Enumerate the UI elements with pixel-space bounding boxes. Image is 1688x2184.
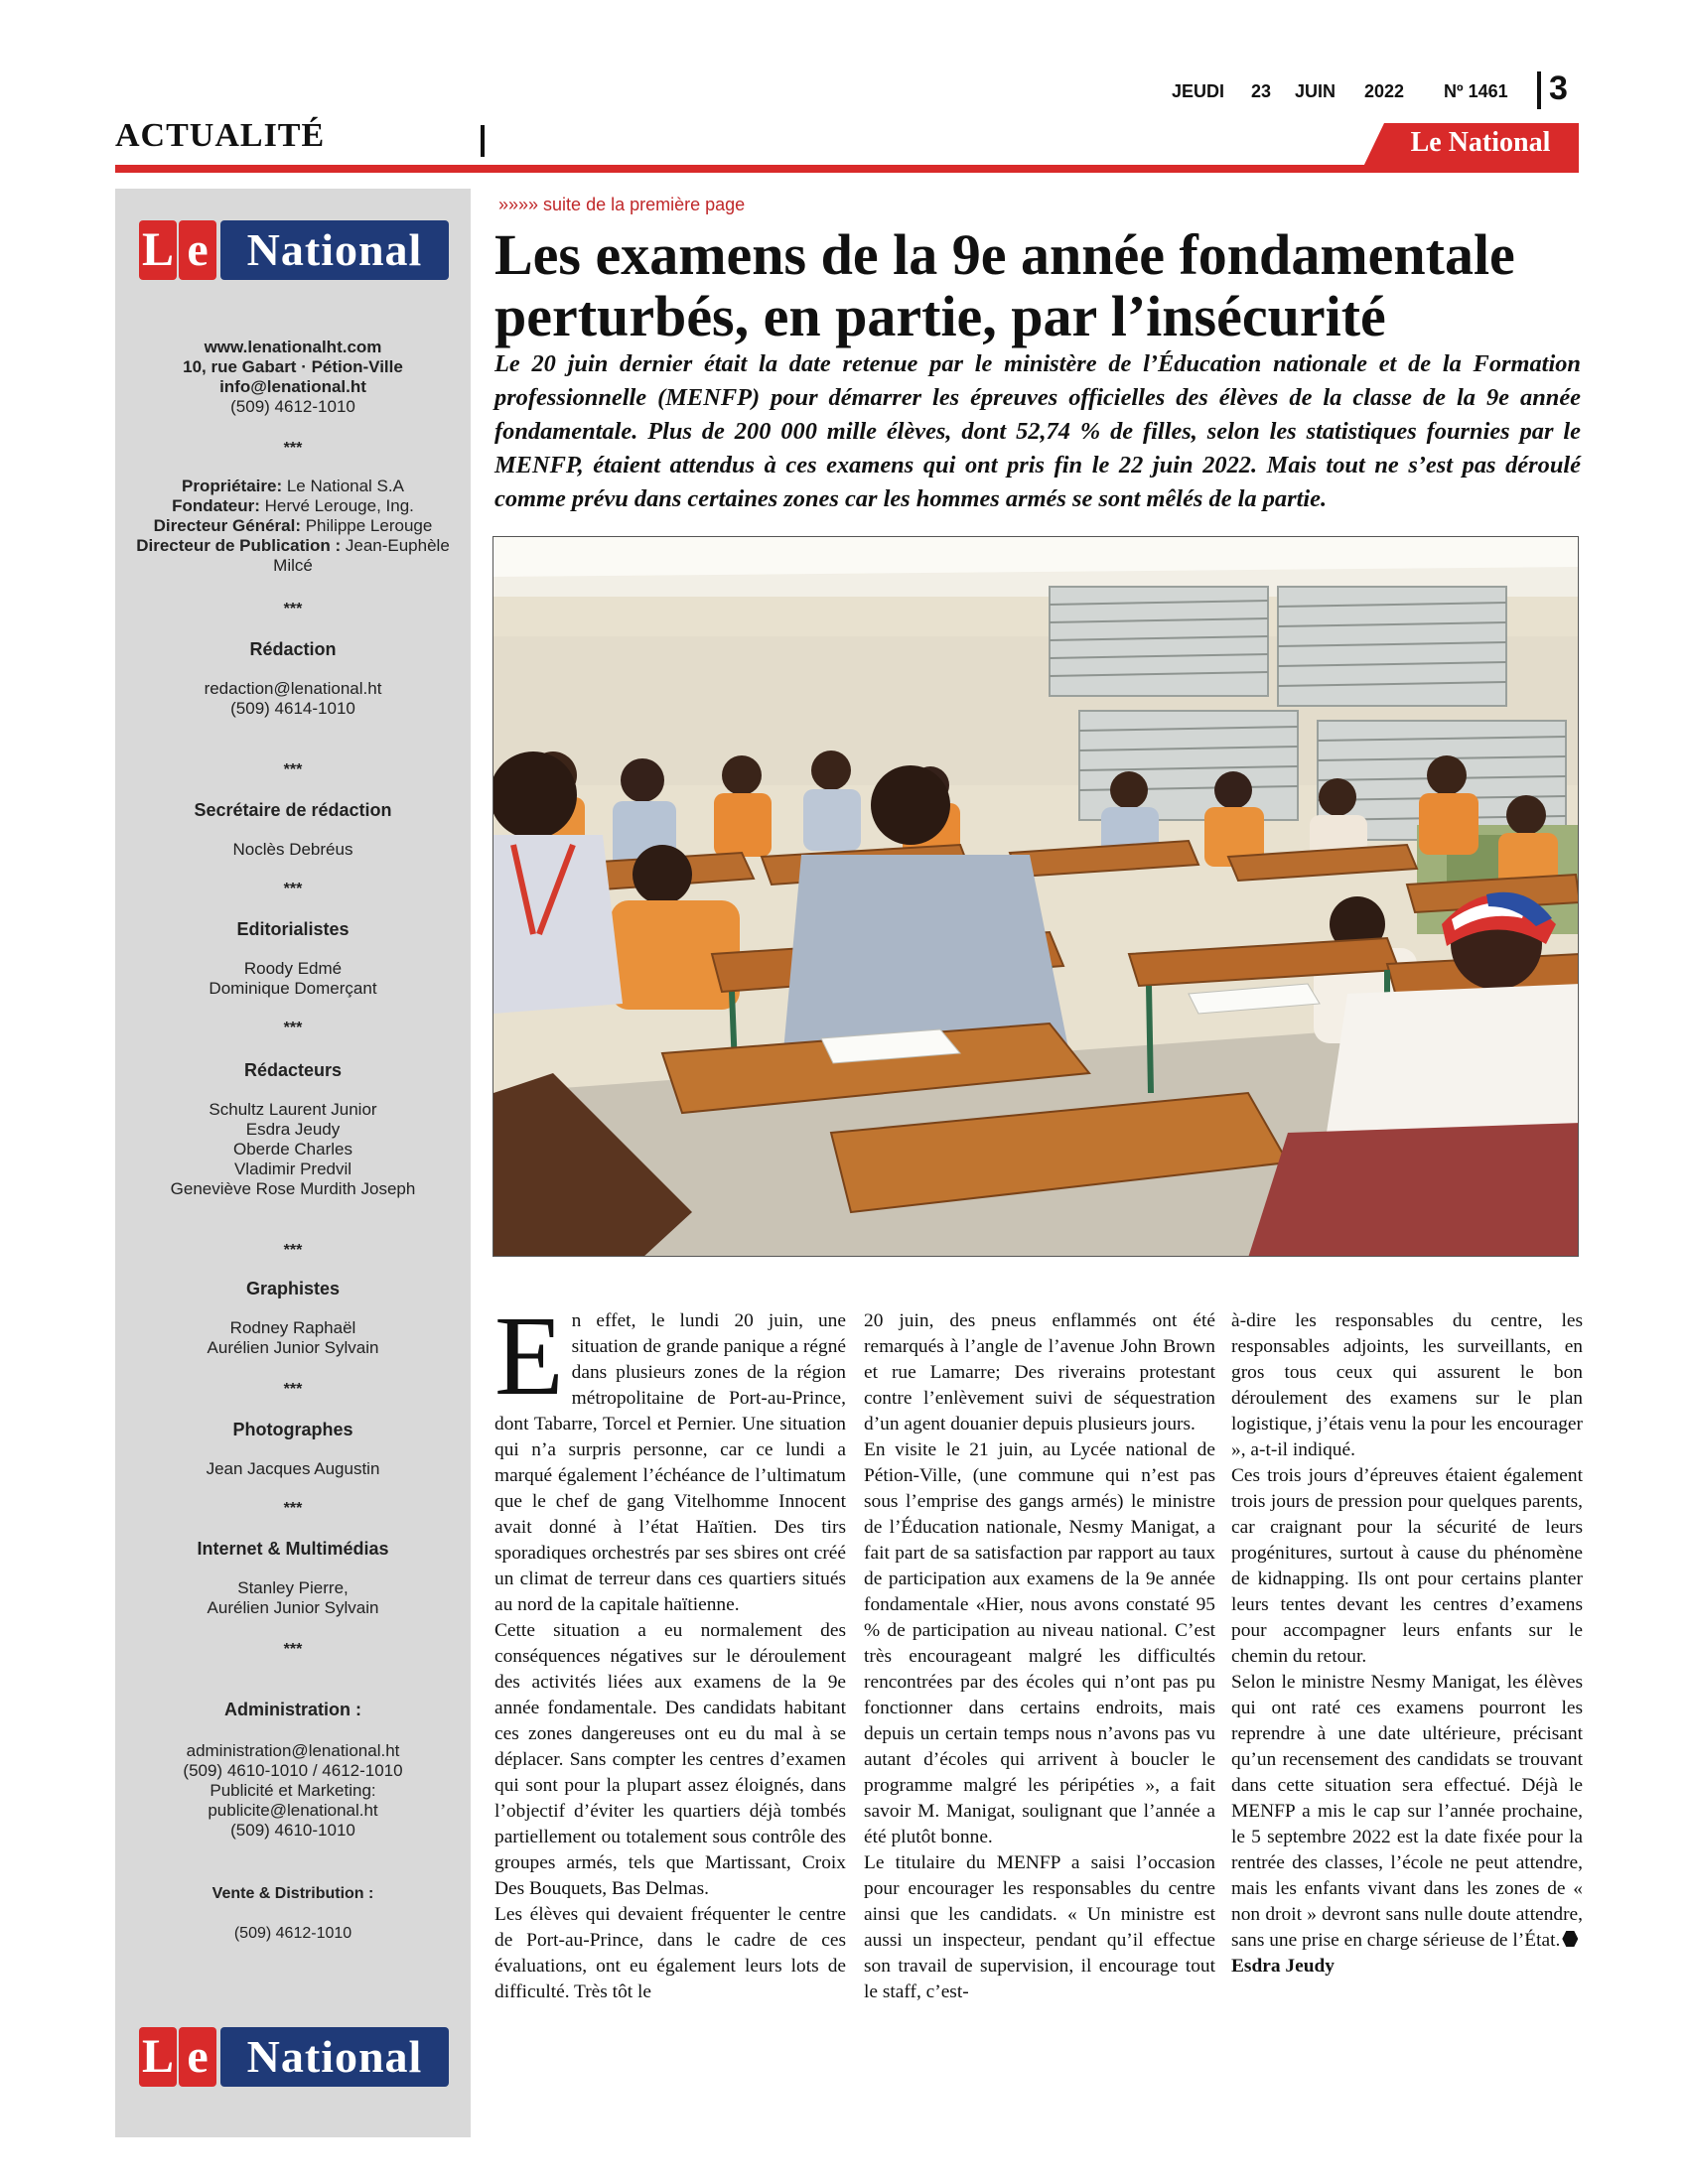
redacteur-name: Oberde Charles (232, 1140, 352, 1159)
separator-stars: *** (283, 1641, 303, 1658)
article-headline: Les examens de la 9e année fondamentale perturbés, en partie, par l’insécurité (494, 222, 1515, 348)
publicite-email[interactable]: publicite@lenational.ht (208, 1801, 378, 1820)
secretaire-title: Secrétaire de rédaction (194, 800, 392, 820)
article-lead: Le 20 juin dernier était la date retenue par le ministère de l’Éducation nationale et de la Formation professionnelle (MENFP) pour démarrer les épreuves officielles des élèves de la classe de la 9e année fondamentale. Plus de 200 000 mille élèves, dont 52,74 % de filles, selon les statistiques fournies par le MENFP, étaient attendus à ces examens qui ont pris fin le 22 juin 2022. Mais tout ne s’est pas déroulé comme prévu dans certaines zones car les hommes armés se sont mêlés de la partie. (494, 350, 1581, 512)
staff-fondateur (115, 496, 471, 516)
staff-value: Jean-Euphèle Milcé (273, 536, 450, 575)
logo-top (139, 220, 449, 280)
logo-letter-e: e (179, 2027, 216, 2087)
publicite-phone: (509) 4610-1010 (230, 1821, 355, 1840)
masthead-sidebar (115, 189, 471, 2137)
staff-label: Propriétaire: (182, 477, 283, 495)
separator-stars: *** (283, 440, 303, 457)
issue-date-number: 23 (1251, 81, 1272, 101)
staff-directeur-publication (115, 536, 471, 576)
article-paragraph: Ces trois jours d’épreuves étaient également trois jours de pression pour quelques parents, car craignant pour la sécurité de leurs progénitures, surtout à cause du phénomène de kidnapping. Ils ont pour certains planter leurs tentes devant les centres d’examens pour accompagner leurs enfants sur le chemin du retour. (1231, 1465, 1583, 1667)
editorialiste-name: Roody Edmé (243, 959, 343, 978)
administration-title: Administration : (224, 1700, 361, 1719)
issue-meta (1172, 81, 1529, 107)
address-line: 10, rue Gabart · Pétion-Ville (183, 357, 403, 376)
end-mark-icon (1562, 1931, 1578, 1947)
redacteur-name: Vladimir Predvil (233, 1160, 352, 1178)
article-paragraph: 20 juin, des pneus enflammés ont été remarqués à l’angle de l’avenue John Brown et rue Lamarre; Des riverains protestant contre l’enlèvement suivi de séquestration d’un agent douanier depuis plusieurs jours. (864, 1310, 1215, 1434)
separator-stars: *** (283, 1500, 303, 1517)
staff-value: Hervé Lerouge, Ing. (259, 496, 414, 515)
secretaire-name: Noclès Debréus (232, 840, 353, 859)
article-paragraph (1231, 1670, 1583, 1954)
article-paragraph: Les élèves qui devaient fréquenter le centre de Port-au-Prince, dans le cadre de ces évaluations, ont eu également leurs lots de difficulté. Très tôt le (494, 1904, 846, 2002)
staff-value: Le National S.A (282, 477, 404, 495)
staff-label: Directeur de Publication : (136, 536, 342, 555)
separator-stars: *** (283, 881, 303, 897)
staff-proprietaire (115, 477, 471, 496)
drop-cap: E (494, 1293, 564, 1419)
article-paragraph (494, 1293, 846, 1618)
separator-stars: *** (283, 761, 303, 778)
internet-name: Stanley Pierre, (237, 1578, 349, 1597)
staff-value: Philippe Lerouge (301, 516, 433, 535)
paragraph-text: n effet, le lundi 20 juin, une situation de grande panique a régné dans plusieurs zones de la région métropolitaine de Port-au-Prince, dont Tabarre, Torcel et Pernier. Une situation qui n’a surpris personne, car ce lundi a marqué également l’échéance de l’ultimatum que le chef de gang Vitelhomme Innocent avait donné à l’état Haïtien. Des tirs sporadiques orchestrés par ses sbires ont créé un climat de terreur dans ces quartiers situés au nord de la capitale haïtienne. (494, 1310, 846, 1615)
vente-phone: (509) 4612-1010 (233, 1925, 352, 1942)
redacteurs-title: Rédacteurs (243, 1060, 343, 1080)
article-column-2 (864, 1308, 1215, 2005)
internet-title: Internet & Multimédias (197, 1539, 389, 1559)
graphistes-title: Graphistes (245, 1279, 341, 1298)
classroom-exam-photo (492, 536, 1579, 1257)
issue-month: JUIN (1295, 81, 1336, 101)
paragraph-text: Selon le ministre Nesmy Manigat, les élèves qui ont raté ces examens pourront les reprendre à une date ultérieure, précisant qu’un recensement des candidats se trouvant dans cette situation sera effectué. Déjà le MENFP a mis le cap sur l’année prochaine, le 5 septembre 2022 est la date fixée pour la rentrée des classes, l’école ne peut attendre, mais les enfants vivant dans les zones de « non droit » devront sans nulle doute attendre, sans une prise en charge sérieuse de l’État. (1231, 1672, 1583, 1951)
logo-letter-e: e (179, 220, 216, 280)
publicite-label: Publicité et Marketing: (210, 1781, 376, 1800)
logo-letter-l: L (139, 220, 177, 280)
separator-stars: *** (283, 601, 303, 617)
editorialistes-title: Editorialistes (236, 919, 350, 939)
redacteur-name: Schultz Laurent Junior (209, 1100, 377, 1119)
article-paragraph: à-dire les responsables du centre, les responsables adjoints, les surveillants, en gros tous ceux qui assurent le bon déroulement des examens sur le plan logistique, j’étais venu la pour les encourager », a-t-il indiqué. (1231, 1310, 1583, 1460)
redaction-title: Rédaction (249, 639, 337, 659)
logo-wordmark: National (220, 2027, 449, 2087)
staff-label: Directeur Général: (153, 516, 301, 535)
section-divider (481, 125, 485, 157)
internet-name: Aurélien Junior Sylvain (207, 1598, 379, 1617)
section-title: ACTUALITÉ (115, 117, 326, 154)
administration-email[interactable]: administration@lenational.ht (186, 1741, 400, 1760)
issue-year: 2022 (1364, 81, 1405, 101)
graphiste-name: Aurélien Junior Sylvain (207, 1338, 379, 1357)
vente-title: Vente & Distribution : (211, 1885, 374, 1902)
logo-letter-l: L (139, 2027, 177, 2087)
article-paragraph: Cette situation a eu normalement des conséquences négatives sur le déroulement des activités liées aux examens de la 9e année fondamentale. Des candidats habitant ces zones dangereuses ont eu du mal à se déplacer. Sans compter les centres d’examen qui sont pour la plupart assez éloignés, dans l’objectif d’éviter les quartiers déjà tombés partiellement ou totalement sous contrôle des groupes armés, tels que Martissant, Croix Des Bouquets, Bas Delmas. (494, 1620, 846, 1899)
redaction-email[interactable]: redaction@lenational.ht (204, 679, 382, 698)
issue-day: JEUDI (1172, 81, 1225, 101)
website-link[interactable]: www.lenationalht.com (204, 338, 382, 356)
article-column-1 (494, 1293, 846, 2005)
phone-main: (509) 4612-1010 (230, 397, 355, 416)
photographe-name: Jean Jacques Augustin (206, 1459, 380, 1478)
logo-bottom (139, 2027, 449, 2087)
article-paragraph: En visite le 21 juin, au Lycée national de Pétion-Ville, (une commune qui n’est pas sous l’emprise des gangs armés) le ministre de l’Éducation nationale, Nesmy Manigat, a fait part de sa satisfaction par rapport au taux de participation aux examens de la 9e année fondamentale «Hier, nous avons constaté 95 % de participation au niveau national. C’est très encourageant malgré les difficultés rencontrées par des écoles qui n’ont pas pu fonctionner dans certains endroits, mais depuis un certain temps nous n’avons pas vu autant d’écoles qui arrivent à boucler le programme malgré les péripéties », a fait savoir M. Manigat, soulignant que l’année a été plutôt bonne. (864, 1439, 1215, 1847)
page-number-divider (1537, 71, 1541, 109)
separator-stars: *** (283, 1020, 303, 1036)
separator-stars: *** (283, 1242, 303, 1259)
logo-wordmark: National (220, 220, 449, 280)
article-paragraph: Le titulaire du MENFP a saisi l’occasion pour encourager les responsables du centre ainsi que les candidats. « Un ministre est aussi un inspecteur, pendant qu’il effectue son travail de supervision, il encourage tout le staff, c’est- (864, 1852, 1215, 2002)
issue-number: Nº 1461 (1444, 81, 1508, 101)
header-rule (115, 165, 1579, 173)
separator-stars: *** (283, 1381, 303, 1398)
staff-directeur-general (115, 516, 471, 536)
redaction-phone: (509) 4614-1010 (230, 699, 355, 718)
administration-phone: (509) 4610-1010 / 4612-1010 (183, 1761, 403, 1780)
author-byline: Esdra Jeudy (1231, 1956, 1335, 1977)
graphiste-name: Rodney Raphaël (229, 1318, 356, 1337)
redacteur-name: Esdra Jeudy (245, 1120, 341, 1139)
continuation-kicker: »»»» suite de la première page (498, 195, 746, 214)
article-column-3 (1231, 1308, 1583, 1979)
redacteur-name: Geneviève Rose Murdith Joseph (170, 1179, 416, 1198)
email-info[interactable]: info@lenational.ht (219, 377, 366, 396)
editorialiste-name: Dominique Domerçant (209, 979, 377, 998)
staff-label: Fondateur: (172, 496, 260, 515)
photographes-title: Photographes (232, 1420, 353, 1439)
page-number: 3 (1549, 69, 1568, 107)
brand-tab-label: Le National (1410, 127, 1551, 158)
